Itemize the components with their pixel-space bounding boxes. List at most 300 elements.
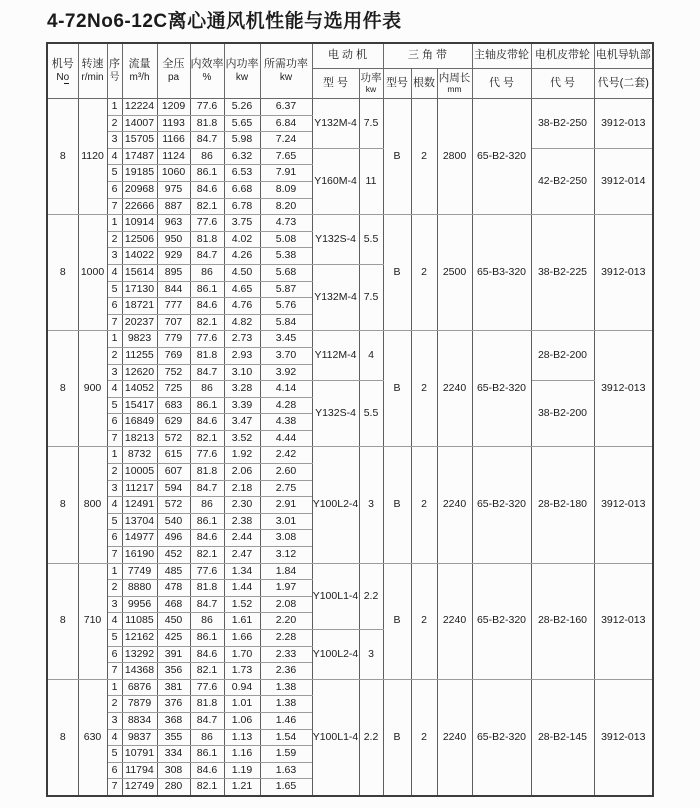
internal-power-cell: 3.75: [224, 215, 260, 232]
efficiency-cell: 81.8: [190, 347, 224, 364]
efficiency-cell: 86: [190, 381, 224, 398]
motor-pulley-cell: 38-B2-225: [531, 215, 594, 331]
required-power-cell: 4.73: [260, 215, 312, 232]
seq-cell: 1: [107, 563, 122, 580]
motor-power-cell: 7.5: [359, 99, 383, 149]
internal-power-cell: 1.34: [224, 563, 260, 580]
rail-cell: 3912-014: [594, 148, 653, 214]
pressure-cell: 929: [157, 248, 190, 265]
machine-no-cell: 8: [47, 679, 78, 796]
internal-power-cell: 1.92: [224, 447, 260, 464]
seq-cell: 6: [107, 298, 122, 315]
pressure-cell: 975: [157, 181, 190, 198]
motor-pulley-cell: 38-B2-250: [531, 99, 594, 149]
efficiency-cell: 86: [190, 613, 224, 630]
required-power-cell: 2.60: [260, 464, 312, 481]
motor-model-cell: Y132M-4: [312, 264, 359, 330]
pressure-cell: 425: [157, 630, 190, 647]
internal-power-cell: 3.52: [224, 430, 260, 447]
pressure-cell: 368: [157, 712, 190, 729]
header-internal-power: 内功率 kw: [224, 43, 260, 99]
pressure-cell: 950: [157, 231, 190, 248]
motor-model-cell: Y100L1-4: [312, 563, 359, 629]
efficiency-cell: 81.8: [190, 231, 224, 248]
flow-cell: 22666: [122, 198, 157, 215]
belt-model-cell: B: [383, 679, 411, 796]
required-power-cell: 1.65: [260, 779, 312, 796]
efficiency-cell: 84.6: [190, 762, 224, 779]
flow-cell: 13292: [122, 646, 157, 663]
required-power-cell: 1.38: [260, 679, 312, 696]
efficiency-cell: 84.7: [190, 248, 224, 265]
flow-cell: 14007: [122, 115, 157, 132]
motor-model-cell: Y100L2-4: [312, 447, 359, 563]
flow-cell: 12491: [122, 497, 157, 514]
internal-power-cell: 2.73: [224, 331, 260, 348]
seq-cell: 6: [107, 646, 122, 663]
internal-power-cell: 1.21: [224, 779, 260, 796]
belt-model-cell: B: [383, 331, 411, 447]
shaft-pulley-cell: 65-B3-320: [472, 215, 531, 331]
efficiency-cell: 84.6: [190, 414, 224, 431]
efficiency-cell: 86.1: [190, 397, 224, 414]
required-power-cell: 7.91: [260, 165, 312, 182]
efficiency-cell: 81.8: [190, 696, 224, 713]
efficiency-cell: 77.6: [190, 563, 224, 580]
motor-power-cell: 5.5: [359, 381, 383, 447]
efficiency-cell: 77.6: [190, 447, 224, 464]
pressure-cell: 381: [157, 679, 190, 696]
belt-length-cell: 2240: [437, 331, 472, 447]
internal-power-cell: 4.50: [224, 264, 260, 281]
efficiency-cell: 84.7: [190, 712, 224, 729]
flow-cell: 12162: [122, 630, 157, 647]
motor-power-cell: 11: [359, 148, 383, 214]
required-power-cell: 2.36: [260, 663, 312, 680]
seq-cell: 3: [107, 364, 122, 381]
header-machine-no-label: 机号: [51, 57, 74, 70]
internal-power-cell: 2.47: [224, 547, 260, 564]
pressure-cell: 468: [157, 596, 190, 613]
internal-power-cell: 1.73: [224, 663, 260, 680]
pressure-cell: 963: [157, 215, 190, 232]
pressure-cell: 452: [157, 547, 190, 564]
motor-power-cell: 2.2: [359, 679, 383, 796]
speed-cell: 900: [78, 331, 107, 447]
seq-cell: 1: [107, 215, 122, 232]
flow-cell: 11794: [122, 762, 157, 779]
motor-model-cell: Y132S-4: [312, 215, 359, 265]
flow-cell: 12506: [122, 231, 157, 248]
efficiency-cell: 84.6: [190, 530, 224, 547]
efficiency-cell: 82.1: [190, 314, 224, 331]
flow-cell: 9837: [122, 729, 157, 746]
pressure-cell: 844: [157, 281, 190, 298]
internal-power-cell: 3.47: [224, 414, 260, 431]
pressure-cell: 1060: [157, 165, 190, 182]
seq-cell: 5: [107, 165, 122, 182]
required-power-cell: 4.14: [260, 381, 312, 398]
belt-length-cell: 2240: [437, 447, 472, 563]
required-power-cell: 2.91: [260, 497, 312, 514]
belt-count-cell: 2: [411, 99, 437, 215]
speed-cell: 630: [78, 679, 107, 796]
seq-cell: 7: [107, 663, 122, 680]
pressure-cell: 1209: [157, 99, 190, 116]
internal-power-cell: 3.39: [224, 397, 260, 414]
header-belt-length: 内周长 mm: [437, 69, 472, 99]
machine-no-cell: 8: [47, 331, 78, 447]
flow-cell: 11255: [122, 347, 157, 364]
shaft-pulley-cell: 65-B2-320: [472, 563, 531, 679]
seq-cell: 1: [107, 447, 122, 464]
seq-cell: 2: [107, 580, 122, 597]
motor-power-cell: 3: [359, 447, 383, 563]
header-seq: 序 号: [107, 43, 122, 99]
required-power-cell: 3.08: [260, 530, 312, 547]
required-power-cell: 1.59: [260, 746, 312, 763]
efficiency-cell: 82.1: [190, 198, 224, 215]
required-power-cell: 8.20: [260, 198, 312, 215]
required-power-cell: 3.70: [260, 347, 312, 364]
speed-cell: 800: [78, 447, 107, 563]
pressure-cell: 895: [157, 264, 190, 281]
efficiency-cell: 81.8: [190, 580, 224, 597]
motor-pulley-cell: 42-B2-250: [531, 148, 594, 214]
required-power-cell: 2.75: [260, 480, 312, 497]
seq-cell: 6: [107, 530, 122, 547]
seq-cell: 6: [107, 414, 122, 431]
seq-cell: 2: [107, 231, 122, 248]
belt-length-cell: 2800: [437, 99, 472, 215]
motor-model-cell: Y100L1-4: [312, 679, 359, 796]
pressure-cell: 777: [157, 298, 190, 315]
internal-power-cell: 2.06: [224, 464, 260, 481]
internal-power-cell: 2.38: [224, 513, 260, 530]
header-pressure: 全压 pa: [157, 43, 190, 99]
belt-model-cell: B: [383, 447, 411, 563]
required-power-cell: 5.87: [260, 281, 312, 298]
flow-cell: 12224: [122, 99, 157, 116]
motor-model-cell: Y132M-4: [312, 99, 359, 149]
required-power-cell: 6.84: [260, 115, 312, 132]
efficiency-cell: 84.7: [190, 364, 224, 381]
flow-cell: 14052: [122, 381, 157, 398]
motor-power-cell: 5.5: [359, 215, 383, 265]
required-power-cell: 2.20: [260, 613, 312, 630]
belt-model-cell: B: [383, 563, 411, 679]
seq-cell: 1: [107, 99, 122, 116]
seq-cell: 4: [107, 497, 122, 514]
fan-selection-table: [46, 42, 654, 797]
belt-count-cell: 2: [411, 331, 437, 447]
flow-cell: 14368: [122, 663, 157, 680]
machine-no-cell: 8: [47, 99, 78, 215]
required-power-cell: 2.08: [260, 596, 312, 613]
internal-power-cell: 4.26: [224, 248, 260, 265]
pressure-cell: 683: [157, 397, 190, 414]
motor-pulley-cell: 28-B2-145: [531, 679, 594, 796]
header-efficiency: 内效率 %: [190, 43, 224, 99]
efficiency-cell: 84.7: [190, 480, 224, 497]
efficiency-cell: 77.6: [190, 99, 224, 116]
pressure-cell: 629: [157, 414, 190, 431]
required-power-cell: 5.76: [260, 298, 312, 315]
efficiency-cell: 84.6: [190, 646, 224, 663]
seq-cell: 4: [107, 381, 122, 398]
required-power-cell: 3.12: [260, 547, 312, 564]
required-power-cell: 2.33: [260, 646, 312, 663]
rail-cell: 3912-013: [594, 447, 653, 563]
seq-cell: 5: [107, 513, 122, 530]
flow-cell: 16849: [122, 414, 157, 431]
efficiency-cell: 84.6: [190, 298, 224, 315]
header-shaft-pulley-code: 代 号: [472, 69, 531, 99]
seq-cell: 3: [107, 248, 122, 265]
required-power-cell: 1.97: [260, 580, 312, 597]
flow-cell: 8880: [122, 580, 157, 597]
shaft-pulley-cell: 65-B2-320: [472, 331, 531, 447]
efficiency-cell: 77.6: [190, 679, 224, 696]
efficiency-cell: 77.6: [190, 215, 224, 232]
required-power-cell: 5.38: [260, 248, 312, 265]
shaft-pulley-cell: 65-B2-320: [472, 447, 531, 563]
flow-cell: 15614: [122, 264, 157, 281]
pressure-cell: 280: [157, 779, 190, 796]
flow-cell: 15705: [122, 132, 157, 149]
efficiency-cell: 82.1: [190, 430, 224, 447]
pressure-cell: 572: [157, 497, 190, 514]
seq-cell: 2: [107, 464, 122, 481]
header-required-power: 所需功率 kw: [260, 43, 312, 99]
belt-model-cell: B: [383, 99, 411, 215]
required-power-cell: 1.38: [260, 696, 312, 713]
flow-cell: 8834: [122, 712, 157, 729]
efficiency-cell: 86.1: [190, 513, 224, 530]
header-machine-no: [47, 43, 78, 99]
seq-cell: 1: [107, 331, 122, 348]
seq-cell: 7: [107, 430, 122, 447]
motor-model-cell: Y100L2-4: [312, 630, 359, 680]
header-motor-pulley-code: 代 号: [531, 69, 594, 99]
flow-cell: 20968: [122, 181, 157, 198]
required-power-cell: 2.28: [260, 630, 312, 647]
efficiency-cell: 82.1: [190, 779, 224, 796]
flow-cell: 12620: [122, 364, 157, 381]
seq-cell: 1: [107, 679, 122, 696]
internal-power-cell: 4.82: [224, 314, 260, 331]
pressure-cell: 308: [157, 762, 190, 779]
internal-power-cell: 4.65: [224, 281, 260, 298]
belt-count-cell: 2: [411, 215, 437, 331]
required-power-cell: 2.42: [260, 447, 312, 464]
pressure-cell: 356: [157, 663, 190, 680]
header-belt-group: 三 角 带: [383, 43, 472, 69]
seq-cell: 7: [107, 314, 122, 331]
required-power-cell: 7.24: [260, 132, 312, 149]
pressure-cell: 725: [157, 381, 190, 398]
flow-cell: 20237: [122, 314, 157, 331]
seq-cell: 4: [107, 264, 122, 281]
required-power-cell: 3.01: [260, 513, 312, 530]
seq-cell: 3: [107, 132, 122, 149]
flow-cell: 18721: [122, 298, 157, 315]
pressure-cell: 572: [157, 430, 190, 447]
pressure-cell: 376: [157, 696, 190, 713]
required-power-cell: 1.84: [260, 563, 312, 580]
rail-cell: 3912-013: [594, 679, 653, 796]
seq-cell: 4: [107, 613, 122, 630]
internal-power-cell: 4.76: [224, 298, 260, 315]
pressure-cell: 615: [157, 447, 190, 464]
required-power-cell: 6.37: [260, 99, 312, 116]
speed-cell: 1120: [78, 99, 107, 215]
efficiency-cell: 86.1: [190, 630, 224, 647]
internal-power-cell: 1.01: [224, 696, 260, 713]
pressure-cell: 485: [157, 563, 190, 580]
seq-cell: 3: [107, 596, 122, 613]
pressure-cell: 1193: [157, 115, 190, 132]
header-machine-no-unit: No: [56, 71, 70, 83]
internal-power-cell: 2.93: [224, 347, 260, 364]
flow-cell: 10005: [122, 464, 157, 481]
flow-cell: 13704: [122, 513, 157, 530]
pressure-cell: 450: [157, 613, 190, 630]
seq-cell: 7: [107, 779, 122, 796]
efficiency-cell: 86: [190, 148, 224, 165]
flow-cell: 11217: [122, 480, 157, 497]
seq-cell: 3: [107, 480, 122, 497]
pressure-cell: 594: [157, 480, 190, 497]
header-speed: 转速 r/min: [78, 43, 107, 99]
required-power-cell: 5.84: [260, 314, 312, 331]
flow-cell: 18213: [122, 430, 157, 447]
internal-power-cell: 6.32: [224, 148, 260, 165]
motor-model-cell: Y132S-4: [312, 381, 359, 447]
required-power-cell: 8.09: [260, 181, 312, 198]
internal-power-cell: 2.18: [224, 480, 260, 497]
seq-cell: 2: [107, 115, 122, 132]
seq-cell: 5: [107, 746, 122, 763]
required-power-cell: 1.63: [260, 762, 312, 779]
required-power-cell: 1.46: [260, 712, 312, 729]
internal-power-cell: 1.44: [224, 580, 260, 597]
efficiency-cell: 86.1: [190, 165, 224, 182]
flow-cell: 14022: [122, 248, 157, 265]
internal-power-cell: 1.52: [224, 596, 260, 613]
seq-cell: 2: [107, 696, 122, 713]
internal-power-cell: 2.30: [224, 497, 260, 514]
flow-cell: 16190: [122, 547, 157, 564]
flow-cell: 11085: [122, 613, 157, 630]
motor-power-cell: 3: [359, 630, 383, 680]
flow-cell: 14977: [122, 530, 157, 547]
shaft-pulley-cell: 65-B2-320: [472, 99, 531, 215]
efficiency-cell: 86: [190, 264, 224, 281]
required-power-cell: 1.54: [260, 729, 312, 746]
header-shaft-pulley-group: 主轴皮带轮: [472, 43, 531, 69]
page-title: 4-72No6-12C离心通风机性能与选用件表: [47, 11, 402, 32]
pressure-cell: 334: [157, 746, 190, 763]
header-belt-model: 型号: [383, 69, 411, 99]
flow-cell: 19185: [122, 165, 157, 182]
internal-power-cell: 1.61: [224, 613, 260, 630]
header-motor-pulley-group: 电机皮带轮: [531, 43, 594, 69]
flow-cell: 8732: [122, 447, 157, 464]
internal-power-cell: 5.65: [224, 115, 260, 132]
required-power-cell: 3.45: [260, 331, 312, 348]
machine-no-cell: 8: [47, 563, 78, 679]
header-rail-group: 电机导轨部: [594, 43, 653, 69]
belt-count-cell: 2: [411, 679, 437, 796]
internal-power-cell: 6.78: [224, 198, 260, 215]
rail-cell: 3912-013: [594, 215, 653, 331]
motor-pulley-cell: 28-B2-180: [531, 447, 594, 563]
pressure-cell: 887: [157, 198, 190, 215]
motor-power-cell: 2.2: [359, 563, 383, 629]
internal-power-cell: 6.68: [224, 181, 260, 198]
internal-power-cell: 1.06: [224, 712, 260, 729]
flow-cell: 9956: [122, 596, 157, 613]
efficiency-cell: 84.7: [190, 132, 224, 149]
internal-power-cell: 4.02: [224, 231, 260, 248]
flow-cell: 17130: [122, 281, 157, 298]
motor-power-cell: 7.5: [359, 264, 383, 330]
motor-pulley-cell: 28-B2-200: [531, 331, 594, 381]
internal-power-cell: 3.10: [224, 364, 260, 381]
pressure-cell: 1124: [157, 148, 190, 165]
flow-cell: 7879: [122, 696, 157, 713]
flow-cell: 7749: [122, 563, 157, 580]
belt-model-cell: B: [383, 215, 411, 331]
seq-cell: 6: [107, 181, 122, 198]
machine-no-cell: 8: [47, 215, 78, 331]
efficiency-cell: 81.8: [190, 464, 224, 481]
motor-pulley-cell: 28-B2-160: [531, 563, 594, 679]
table-header: [47, 43, 653, 99]
efficiency-cell: 86: [190, 729, 224, 746]
pressure-cell: 391: [157, 646, 190, 663]
required-power-cell: 3.92: [260, 364, 312, 381]
header-belt-count: 根数: [411, 69, 437, 99]
header-flow: 流量 m³/h: [122, 43, 157, 99]
rail-cell: 3912-013: [594, 563, 653, 679]
pressure-cell: 607: [157, 464, 190, 481]
speed-cell: 710: [78, 563, 107, 679]
efficiency-cell: 81.8: [190, 115, 224, 132]
efficiency-cell: 84.7: [190, 596, 224, 613]
pressure-cell: 707: [157, 314, 190, 331]
flow-cell: 6876: [122, 679, 157, 696]
internal-power-cell: 1.16: [224, 746, 260, 763]
pressure-cell: 540: [157, 513, 190, 530]
seq-cell: 5: [107, 630, 122, 647]
internal-power-cell: 5.26: [224, 99, 260, 116]
required-power-cell: 4.44: [260, 430, 312, 447]
seq-cell: 3: [107, 712, 122, 729]
required-power-cell: 4.28: [260, 397, 312, 414]
shaft-pulley-cell: 65-B2-320: [472, 679, 531, 796]
machine-no-cell: 8: [47, 447, 78, 563]
speed-cell: 1000: [78, 215, 107, 331]
seq-cell: 2: [107, 347, 122, 364]
seq-cell: 6: [107, 762, 122, 779]
efficiency-cell: 82.1: [190, 547, 224, 564]
required-power-cell: 5.68: [260, 264, 312, 281]
seq-cell: 7: [107, 547, 122, 564]
belt-count-cell: 2: [411, 447, 437, 563]
internal-power-cell: 1.70: [224, 646, 260, 663]
